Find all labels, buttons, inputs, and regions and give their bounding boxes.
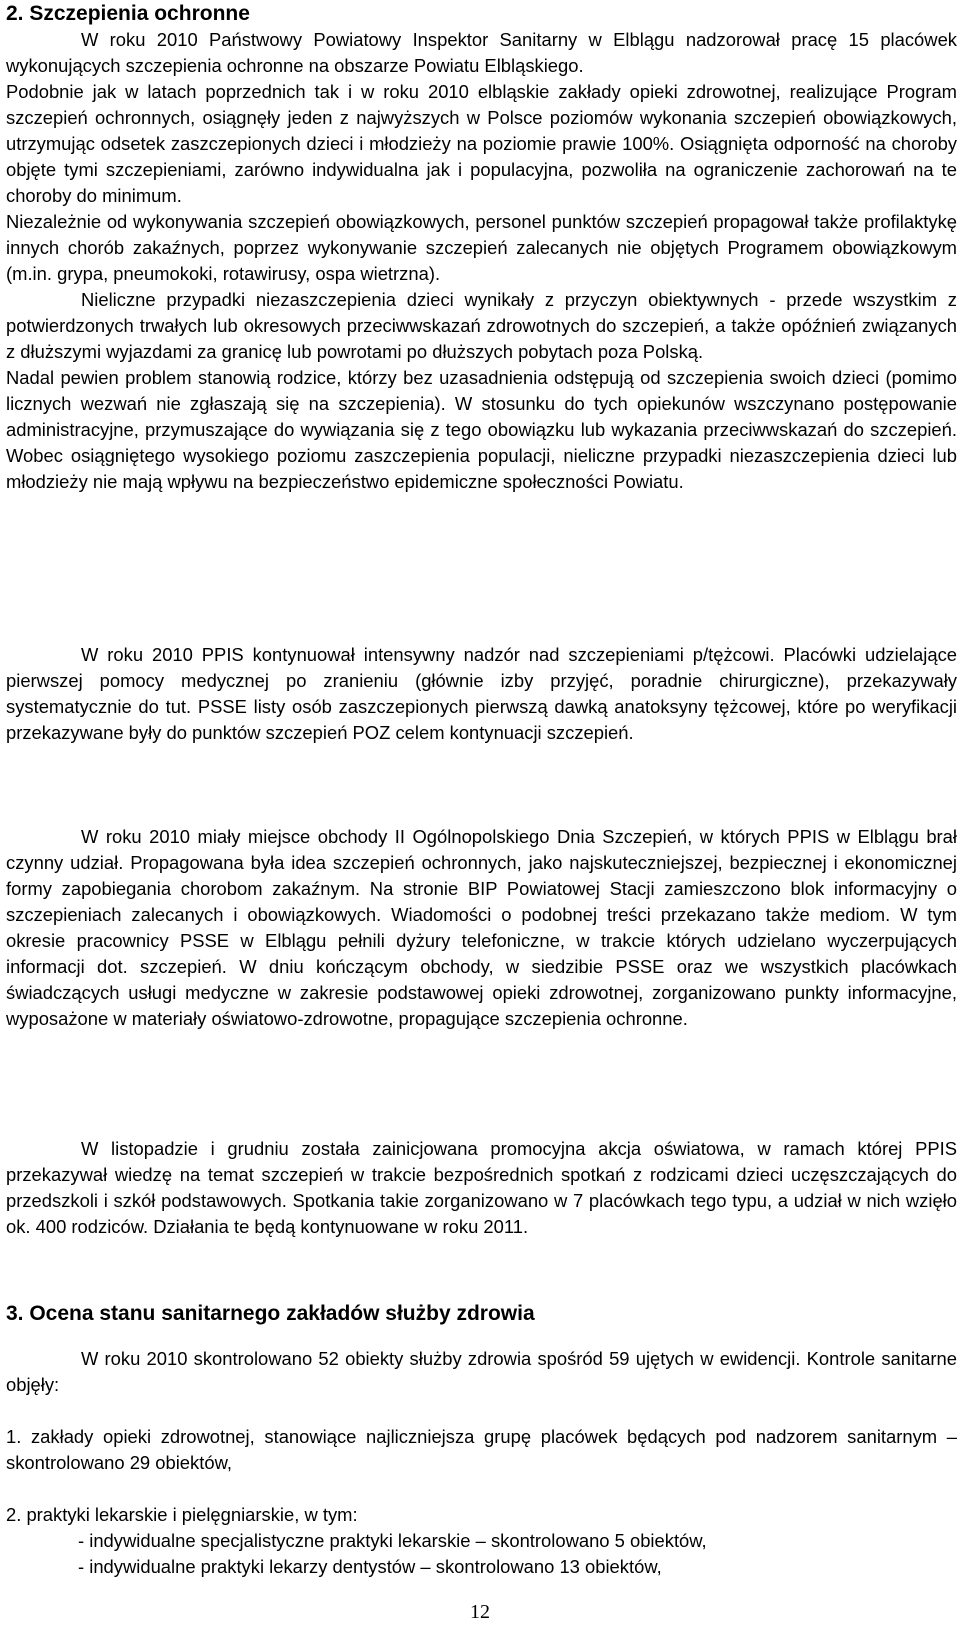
numbered-list-item	[6, 1502, 957, 1580]
section-3-body	[6, 1346, 957, 1398]
paragraph: Nadal pewien problem stanowią rodzice, którzy bez uzasadnienia odstępują od szczepienia swoich dzieci (pomimo licznych wezwań nie zgłaszają się na szczepienia). W stosunku do tych opiekunów wszczynano postępowanie administracyjne, przymuszające do wywiązania się z tego obowiązku lub wykazania przeciwwskazań do szczepień. Wobec osiągniętego wysokiego poziomu zaszczepienia populacji, nieliczne przypadki niezaszczepienia dzieci lub młodzieży nie mają wpływu na bezpieczeństwo epidemiczne społeczności Powiatu.	[6, 367, 957, 492]
section-2-body	[6, 824, 957, 1032]
paragraph: Niezależnie od wykonywania szczepień obowiązkowych, personel punktów szczepień propagował także profilaktykę innych chorób zakaźnych, poprzez wykonywanie szczepień zalecanych nie objętych Programem obowiązkowym (m.in. grypa, pneumokoki, rotawirusy, ospa wietrzna).	[6, 211, 957, 284]
numbered-list-item	[6, 1424, 957, 1476]
section-heading: 2. Szczepienia ochronne	[6, 2, 250, 25]
section-2-body	[6, 1136, 957, 1240]
paragraph: W roku 2010 miały miejsce obchody II Ogólnopolskiego Dnia Szczepień, w których PPIS w Elblągu brał czynny udział. Propagowana była idea szczepień ochronnych, jako najskuteczniejszej, bezpiecznej i ekonomicznej formy zapobiegania chorobom zakaźnym. Na stronie BIP Powiatowej Stacji zamieszczono blok informacyjny o szczepieniach zalecanych i obowiązkowych. Wiadomości o podobnej treści przekazano także mediom. W tym okresie pracownicy PSSE w Elblągu pełnili dyżury telefoniczne, w trakcie których udzielano wyczerpujących informacji dot. szczepień. W dniu kończącym obchody, w siedzibie PSSE oraz we wszystkich placówkach świadczących usługi medyczne w zakresie podstawowej opieki zdrowotnej, zorganizowano punkty informacyjne, wyposażone w materiały oświatowo-zdrowotne, propagujące szczepienia ochronne.	[6, 826, 957, 1029]
page-number: 12	[470, 1601, 490, 1623]
paragraph: Podobnie jak w latach poprzednich tak i w roku 2010 elbląskie zakłady opieki zdrowotnej, realizujące Program szczepień ochronnych, osiągnęły jeden z najwyższych w Polsce poziomów wykonania szczepień obowiązkowych, utrzymując odsetek zaszczepionych dzieci i młodzieży na poziomie prawie 100%. Osiągnięta odporność na choroby objęte tymi szczepieniami, zarówno indywidualna jak i populacyjna, pozwoliła na ograniczenie zachorowań na te choroby do minimum.	[6, 81, 957, 206]
paragraph: W roku 2010 Państwowy Powiatowy Inspektor Sanitarny w Elblągu nadzorował pracę 15 placówek wykonujących szczepienia ochronne na obszarze Powiatu Elbląskiego.	[6, 29, 957, 76]
list-item: 2. praktyki lekarskie i pielęgniarskie, w tym:	[6, 1504, 358, 1525]
paragraph: W roku 2010 skontrolowano 52 obiekty służby zdrowia spośród 59 ujętych w ewidencji. Kontrole sanitarne objęły:	[6, 1348, 957, 1395]
sub-list-item: - indywidualne specjalistyczne praktyki lekarskie – skontrolowano 5 obiektów,	[78, 1530, 707, 1551]
section-2-body	[6, 27, 957, 495]
paragraph: W listopadzie i grudniu została zainicjowana promocyjna akcja oświatowa, w ramach której PPIS przekazywał wiedzę na temat szczepień w trakcie bezpośrednich spotkań z rodzicami dzieci uczęszczających do przedszkoli i szkół podstawowych. Spotkania takie zorganizowano w 7 placówkach tego typu, a udział w nich wzięło ok. 400 rodziców. Działania te będą kontynuowane w roku 2011.	[6, 1138, 957, 1237]
section-2-body	[6, 642, 957, 746]
paragraph: W roku 2010 PPIS kontynuował intensywny nadzór nad szczepieniami p/tężcowi. Placówki udzielające pierwszej pomocy medycznej po zranieniu (głównie izby przyjęć, poradnie chirurgiczne), przekazywały systematycznie do tut. PSSE listy osób zaszczepionych pierwszą dawką anatoksyny tężcowej, które po weryfikacji przekazywane były do punktów szczepień POZ celem kontynuacji szczepień.	[6, 644, 957, 743]
sub-list-item: - indywidualne praktyki lekarzy dentystów – skontrolowano 13 obiektów,	[78, 1556, 662, 1577]
list-item: 1. zakłady opieki zdrowotnej, stanowiące najliczniejsza grupę placówek będących pod nadzorem sanitarnym – skontrolowano 29 obiektów,	[6, 1426, 957, 1473]
section-heading: 3. Ocena stanu sanitarnego zakładów służby zdrowia	[6, 1302, 535, 1325]
paragraph: Nieliczne przypadki niezaszczepienia dzieci wynikały z przyczyn obiektywnych - przede wszystkim z potwierdzonych trwałych lub okresowych przeciwwskazań zdrowotnych do szczepień, a także opóźnień związanych z dłuższymi wyjazdami za granicę lub powrotami po dłuższych pobytach poza Polską.	[6, 289, 957, 362]
